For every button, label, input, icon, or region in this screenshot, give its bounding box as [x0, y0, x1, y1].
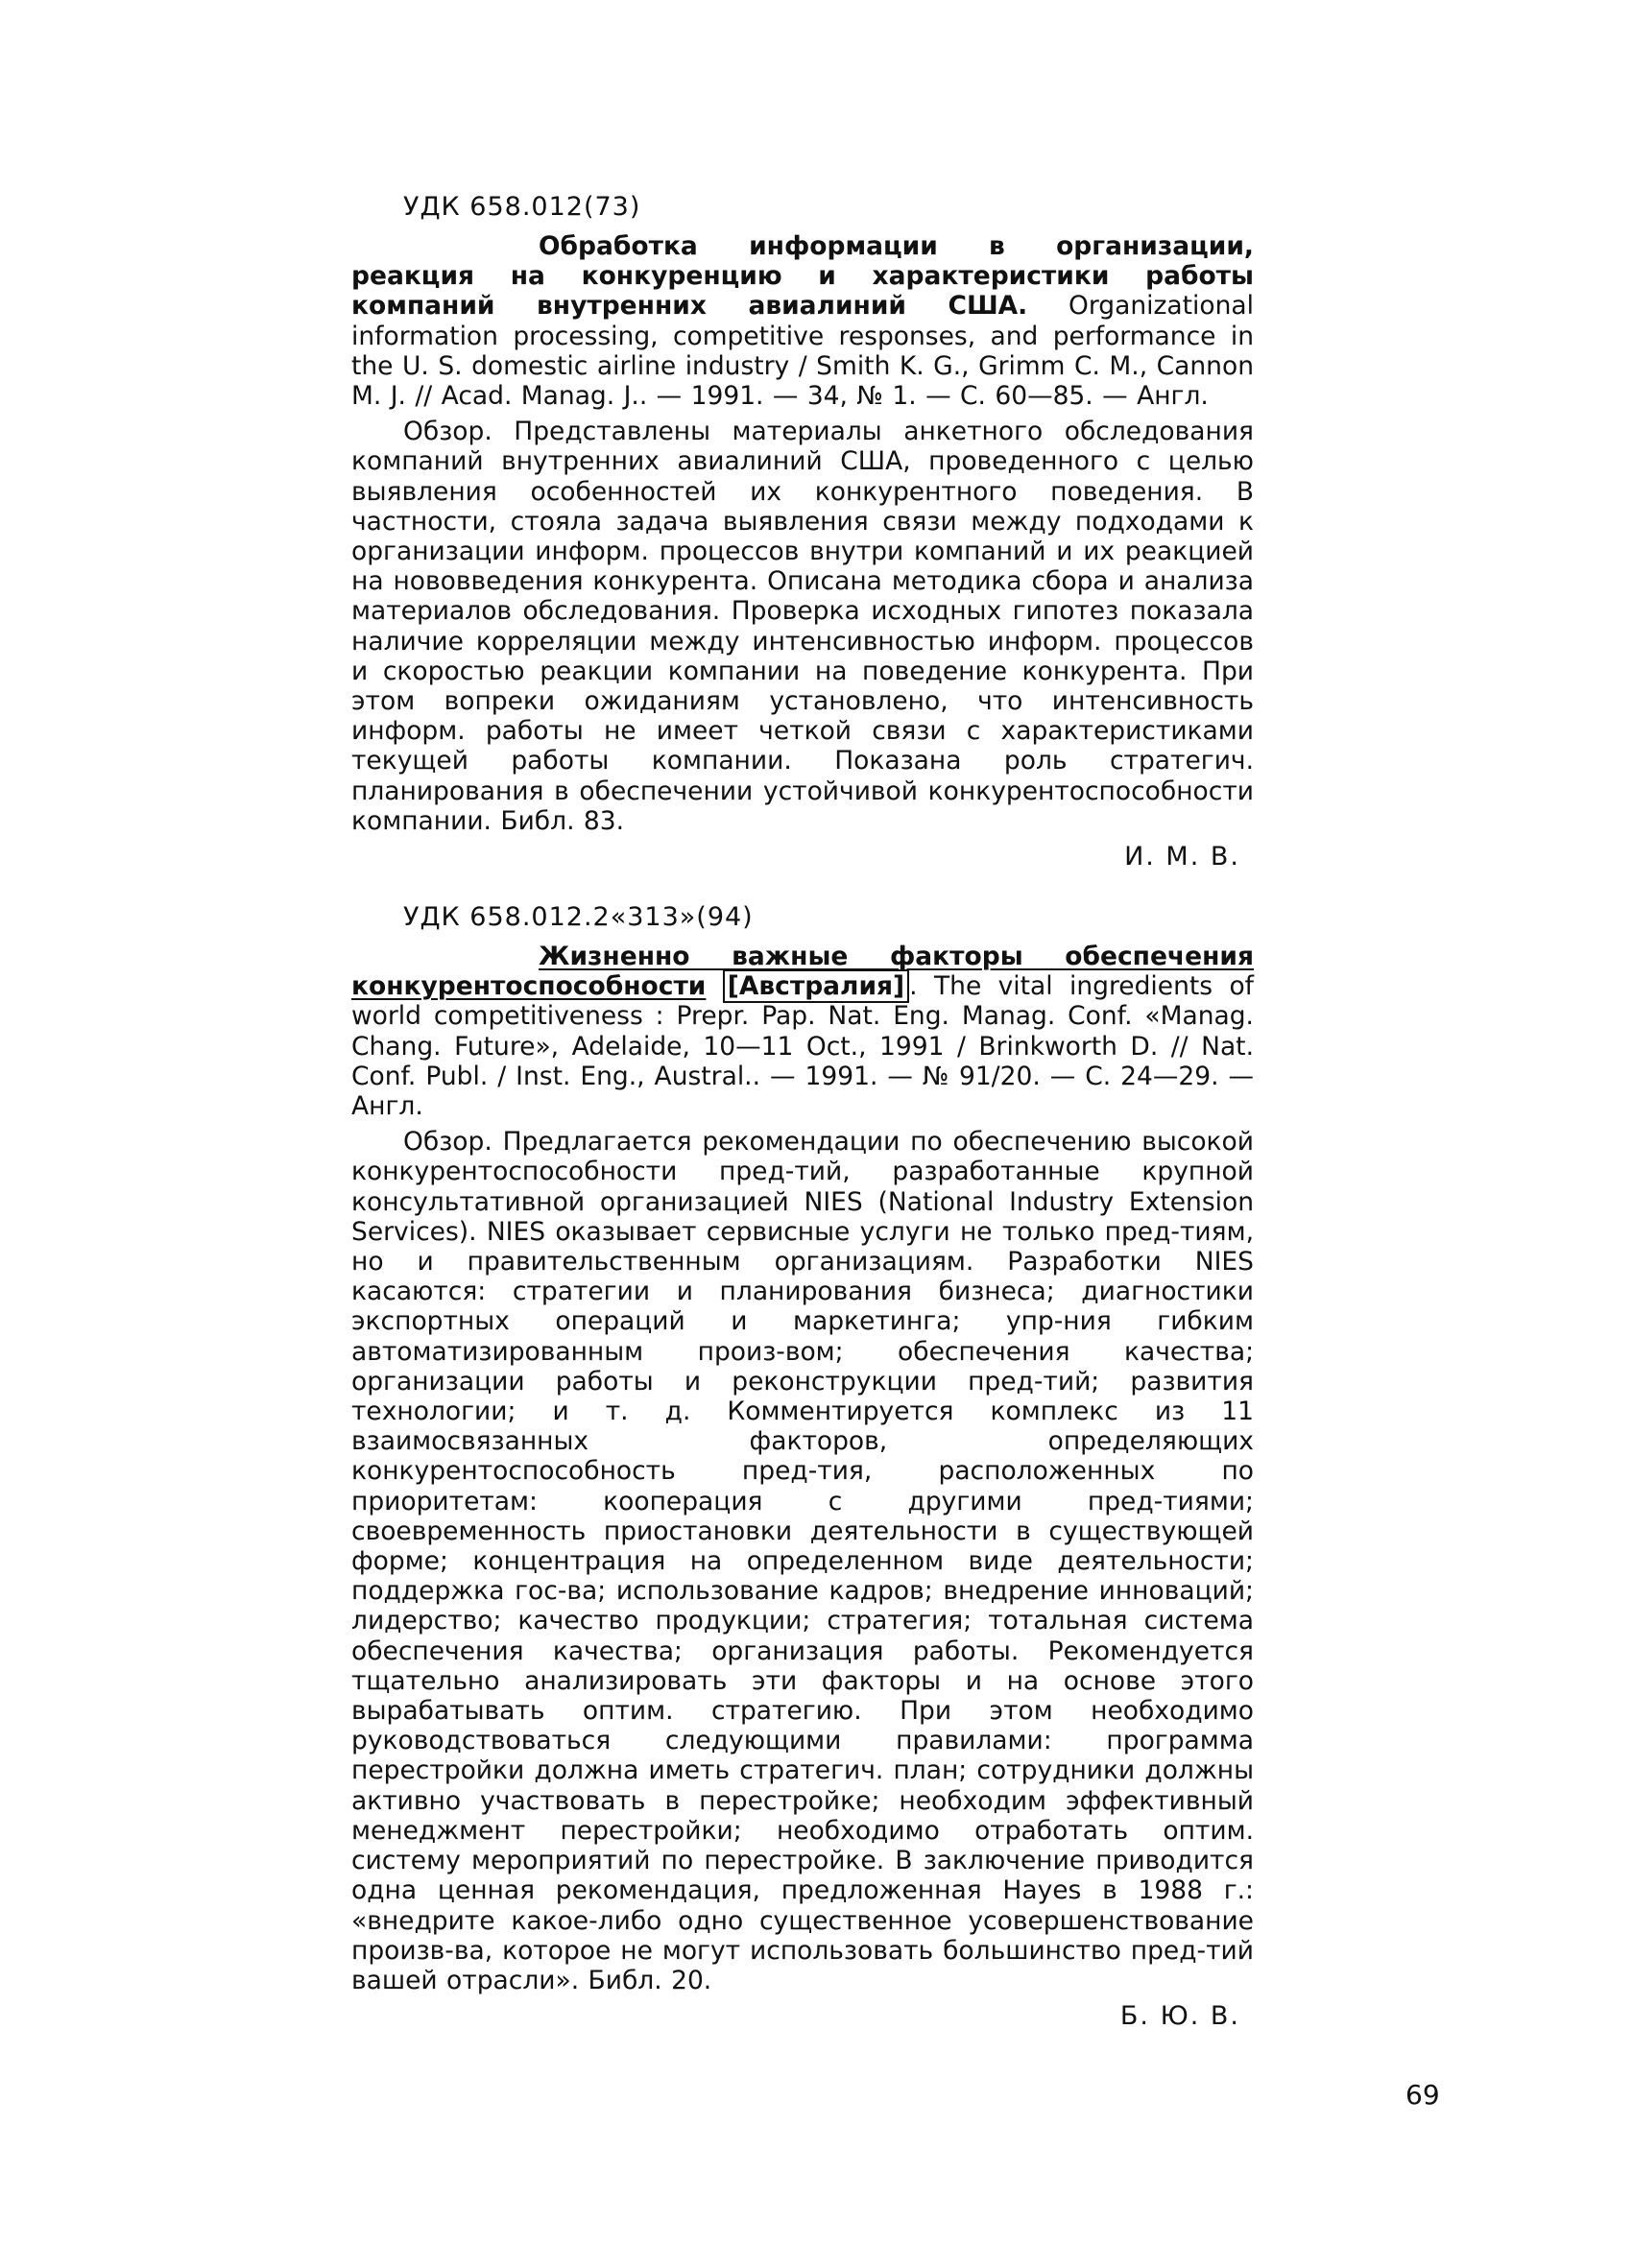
udc-code: УДК 658.012(73) — [403, 192, 641, 222]
original-reference: . The vital ingredients of world competitiveness : Prepr. Pap. Nat. Eng. Manag. Conf. «Manag. Chang. Future», Adelaide, 10—11 Oct., 1991 / Brinkworth D. // Nat. Conf. Publ. / Inst. Eng., Austral.. — 1991. — № 91/20. — С. 24—29. — Англ. — [351, 971, 1254, 1122]
russian-title: Обработка информации в организации, реакция на конкуренцию и характеристики работы компаний внутренних авиалиний США. — [351, 231, 1254, 322]
abstract-entry-2 — [351, 902, 1254, 2031]
russian-title: Жизненно важные факторы обеспечения конкурентоспособности — [351, 942, 1254, 1002]
abstract-text: Обзор. Предлагается рекомендации по обеспечению высокой конкурентоспособности пред-тий, разработанные крупной консультативной организацией NIES (National Industry Extension Services). NIES оказывает сервисные услуги не только пред-тиям, но и правительственным организациям. Разработки NIES касаются: стратегии и планирования бизнеса; диагностики экспортных операций и маркетинга; упр-ния гибким автоматизированным произ-вом; обеспечения качества; организации работы и реконструкции пред-тий; развития технологии; и т. д. Комментируется комплекс из 11 взаимосвязанных факторов, определяющих конкурентоспособность пред-тия, расположенных по приоритетам: кооперация с другими пред-тиями; своевременность приостановки деятельности в существующей форме; концентрация на определенном виде деятельности; поддержка гос-ва; использование кадров; внедрение инноваций; лидерство; качество продукции; стратегия; тотальная система обеспечения качества; организация работы. Рекомендуется тщательно анализировать эти факторы и на основе этого вырабатывать оптим. стратегию. При этом необходимо руководствоваться следующими правилами: программа перестройки должна иметь стратегич. план; сотрудники должны активно участвовать в перестройке; необходим эффективный менеджмент перестройки; необходимо отработать оптим. систему мероприятий по перестройке. В заключение приводится одна ценная рекомендация, предложенная Hayes в 1988 г.: «внедрите какое-либо одно существенное усовершенствование произв-ва, которое не могут использовать большинство пред-тий вашей отрасли». Библ. 20. — [351, 1127, 1254, 1995]
reviewer-initials: Б. Ю. В. — [1119, 2001, 1240, 2032]
udc-code: УДК 658.012.2«313»(94) — [403, 902, 754, 932]
original-reference: Organizational information processing, competitive responses, and performance in the U. S. domestic airline industry / Smith K. G., Grimm C. M., Cannon M. J. // Acad. Manag. J.. — 1991. — 34, № 1. — С. 60—85. — Англ. — [351, 291, 1254, 412]
abstract-entry-1 — [351, 192, 1254, 871]
bibliographic-record — [351, 942, 1254, 1121]
page-number: 69 — [1405, 2079, 1440, 2111]
bibliographic-record — [351, 231, 1254, 411]
reviewer-initials: И. М. В. — [1124, 842, 1240, 872]
country-tag: [Австралия] — [723, 969, 909, 1003]
abstract-text: Обзор. Представлены материалы анкетного обследования компаний внутренних авиалиний США, проведенного с целью выявления особенностей их конкурентного поведения. В частности, стояла задача выявления связи между подходами к организации информ. процессов внутри компаний и их реакцией на нововведения конкурента. Описана методика сбора и анализа материалов обследования. Проверка исходных гипотез показала наличие корреляции между интенсивностью информ. процессов и скоростью реакции компании на поведение конкурента. При этом вопреки ожиданиям установлено, что интенсивность информ. работы не имеет четкой связи с характеристиками текущей работы компании. Показана роль стратегич. планирования в обеспечении устойчивой конкурентоспособности компании. Библ. 83. — [351, 417, 1254, 836]
